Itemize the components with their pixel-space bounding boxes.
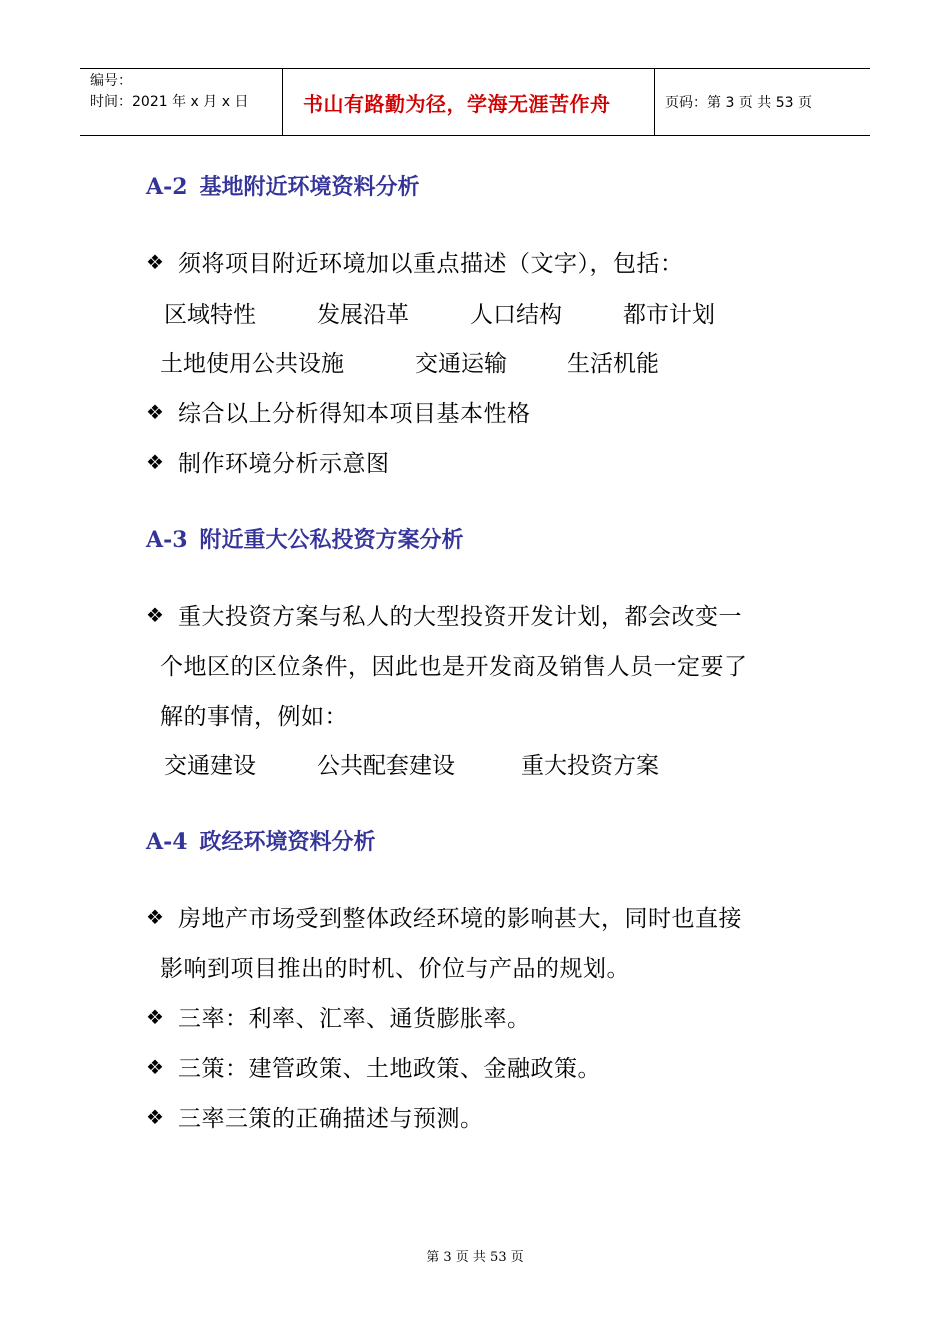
section-title-a4 bbox=[146, 825, 376, 856]
list-item: 重大投资方案 bbox=[521, 753, 659, 779]
list-item: 生活机能 bbox=[567, 351, 659, 377]
list-item: 土地使用公共设施 bbox=[160, 351, 344, 377]
header-meta bbox=[80, 69, 282, 135]
bullet-icon: ❖ bbox=[146, 905, 164, 929]
bullet-icon: ❖ bbox=[146, 603, 164, 627]
a4-bullet1-line2: 影响到项目推出的时机、价位与产品的规划。 bbox=[160, 956, 630, 982]
a4-bullet1-line1: 房地产市场受到整体政经环境的影响甚大，同时也直接 bbox=[178, 906, 742, 932]
a4-bullet2-text: 三率：利率、汇率、通货膨胀率。 bbox=[178, 1006, 531, 1032]
section-code: A-3 bbox=[146, 527, 188, 553]
a2-bullet3-text: 制作环境分析示意图 bbox=[178, 451, 390, 477]
bullet-icon: ❖ bbox=[146, 1105, 164, 1129]
header-motto-cell bbox=[282, 69, 655, 135]
header-page-info-cell bbox=[655, 69, 870, 135]
page-info: 页码：第 3 页 共 53 页 bbox=[665, 95, 812, 111]
page-header bbox=[80, 68, 870, 136]
time-label: 时间：2021 年 x 月 x 日 bbox=[90, 94, 249, 110]
motto: 书山有路勤为径，学海无涯苦作舟 bbox=[303, 91, 611, 116]
a2-bullet2-text: 综合以上分析得知本项目基本性格 bbox=[178, 401, 531, 427]
section-heading: 政经环境资料分析 bbox=[199, 830, 376, 855]
a2-bullet1-text: 须将项目附近环境加以重点描述（文字），包括： bbox=[178, 251, 684, 277]
list-item: 人口结构 bbox=[470, 302, 562, 328]
a3-bullet1-line1: 重大投资方案与私人的大型投资开发计划，都会改变一 bbox=[178, 604, 742, 630]
list-item: 交通运输 bbox=[415, 351, 507, 377]
bullet-icon: ❖ bbox=[146, 1005, 164, 1029]
list-item: 交通建设 bbox=[164, 753, 256, 779]
bullet-icon: ❖ bbox=[146, 450, 164, 474]
a3-bullet1-line2: 个地区的区位条件，因此也是开发商及销售人员一定要了 bbox=[160, 654, 748, 680]
number-label: 编号： bbox=[90, 73, 132, 89]
section-code: A-4 bbox=[146, 829, 188, 855]
list-item: 都市计划 bbox=[623, 302, 715, 328]
section-code: A-2 bbox=[146, 174, 188, 200]
section-heading: 附近重大公私投资方案分析 bbox=[199, 528, 464, 553]
section-title-a3 bbox=[146, 523, 464, 554]
list-item: 区域特性 bbox=[164, 302, 256, 328]
a3-bullet1-line3: 解的事情，例如： bbox=[160, 704, 348, 730]
a4-bullet3-text: 三策：建管政策、土地政策、金融政策。 bbox=[178, 1056, 601, 1082]
bullet-icon: ❖ bbox=[146, 400, 164, 424]
bullet-icon: ❖ bbox=[146, 250, 164, 274]
a4-bullet4-text: 三率三策的正确描述与预测。 bbox=[178, 1106, 484, 1132]
section-heading: 基地附近环境资料分析 bbox=[199, 175, 420, 200]
section-title-a2 bbox=[146, 170, 420, 201]
list-item: 公共配套建设 bbox=[317, 753, 455, 779]
bullet-icon: ❖ bbox=[146, 1055, 164, 1079]
page-footer: 第 3 页 共 53 页 bbox=[426, 1250, 524, 1265]
list-item: 发展沿革 bbox=[317, 302, 409, 328]
